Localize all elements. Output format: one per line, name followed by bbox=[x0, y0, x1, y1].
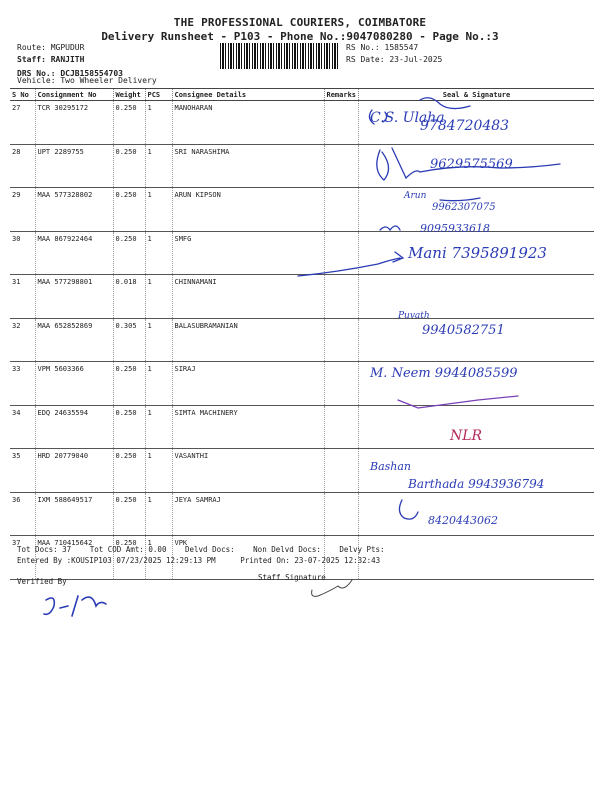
totals-line bbox=[17, 545, 399, 554]
column-header: Weight bbox=[113, 89, 145, 101]
weight-value: 0.250 bbox=[113, 231, 145, 275]
consignee-name: VPK bbox=[172, 536, 324, 580]
handwriting-r29: 9962307075 bbox=[432, 202, 496, 213]
consignee-name: JEYA SAMRAJ bbox=[172, 492, 324, 536]
pieces-count: 1 bbox=[145, 188, 172, 232]
column-header: Consignment No bbox=[35, 89, 113, 101]
weight-value: 0.250 bbox=[113, 188, 145, 232]
remarks-cell bbox=[324, 275, 359, 319]
signature-cell bbox=[359, 188, 594, 232]
pieces-count: 1 bbox=[145, 231, 172, 275]
handwriting-r36: Barthada 9943936794 bbox=[408, 477, 545, 491]
runsheet-subtitle: Delivery Runsheet - P103 - Phone No.:9047080280 - Page No.:3 bbox=[101, 30, 499, 43]
serial-number: 35 bbox=[10, 449, 35, 493]
remarks-cell bbox=[324, 492, 359, 536]
delivery-table bbox=[10, 88, 594, 580]
consignee-name: CHINNAMANI bbox=[172, 275, 324, 319]
weight-value: 0.250 bbox=[113, 144, 145, 188]
signature-cell bbox=[359, 318, 594, 362]
consignee-name: SIRAJ bbox=[172, 362, 324, 406]
handwriting-r35: NLR bbox=[450, 428, 483, 444]
serial-number: 29 bbox=[10, 188, 35, 232]
pieces-count: 1 bbox=[145, 536, 172, 580]
column-header: PCS bbox=[145, 89, 172, 101]
signature-cell bbox=[359, 405, 594, 449]
consignment-number: IXM 588649517 bbox=[35, 492, 113, 536]
delivery-points: Delvy Pts: bbox=[339, 545, 385, 554]
consignment-number: TCR 30295172 bbox=[35, 101, 113, 145]
pieces-count: 1 bbox=[145, 318, 172, 362]
pieces-count: 1 bbox=[145, 362, 172, 406]
table-row bbox=[10, 318, 594, 362]
weight-value: 0.250 bbox=[113, 536, 145, 580]
table-header-row bbox=[10, 89, 594, 101]
pieces-count: 1 bbox=[145, 275, 172, 319]
pieces-count: 1 bbox=[145, 405, 172, 449]
verified-by-label: Verified By bbox=[17, 577, 67, 586]
weight-value: 0.250 bbox=[113, 405, 145, 449]
handwriting-r27-name: C.S. Ulaha bbox=[370, 110, 445, 126]
consignment-number: MAA 577328802 bbox=[35, 188, 113, 232]
table-row bbox=[10, 362, 594, 406]
serial-number: 31 bbox=[10, 275, 35, 319]
weight-value: 0.250 bbox=[113, 362, 145, 406]
signature-cell bbox=[359, 492, 594, 536]
consignment-number: EDQ 24635594 bbox=[35, 405, 113, 449]
signature-cell bbox=[359, 362, 594, 406]
weight-value: 0.018 bbox=[113, 275, 145, 319]
table-row bbox=[10, 449, 594, 493]
handwriting-r36-name: Bashan bbox=[370, 460, 412, 473]
consignee-name: BALASUBRAMANIAN bbox=[172, 318, 324, 362]
table-row bbox=[10, 144, 594, 188]
column-header: Remarks bbox=[324, 89, 359, 101]
printed-on: Printed On: 23-07-2025 12:32:43 bbox=[240, 556, 381, 565]
signature-cell bbox=[359, 231, 594, 275]
consignment-number: UPT 2289755 bbox=[35, 144, 113, 188]
handwriting-r31: Mani 7395891923 bbox=[408, 244, 547, 262]
table-row bbox=[10, 275, 594, 319]
consignment-number: VPM 5603366 bbox=[35, 362, 113, 406]
signature-cell bbox=[359, 101, 594, 145]
consignee-name: SIMTA MACHINERY bbox=[172, 405, 324, 449]
weight-value: 0.250 bbox=[113, 101, 145, 145]
consignee-name: ARUN KIPSON bbox=[172, 188, 324, 232]
remarks-cell bbox=[324, 318, 359, 362]
table-row bbox=[10, 492, 594, 536]
entered-by: Entered By :KOUSIP103 07/23/2025 12:29:13 PM bbox=[17, 556, 216, 565]
remarks-cell bbox=[324, 362, 359, 406]
column-header: S No bbox=[10, 89, 35, 101]
handwriting-r32: 9940582751 bbox=[422, 323, 505, 338]
serial-number: 37 bbox=[10, 536, 35, 580]
drs-number: DRS No.: DCJB158554703 bbox=[17, 69, 123, 78]
staff-signature bbox=[312, 580, 352, 596]
entry-line bbox=[17, 556, 380, 565]
column-header: Consignee Details bbox=[172, 89, 324, 101]
handwriting-r28: 9629575569 bbox=[430, 157, 513, 172]
consignment-number: MAA 710415642 bbox=[35, 536, 113, 580]
handwriting-r32-name: Puvath bbox=[398, 311, 430, 321]
signature-cell bbox=[359, 536, 594, 580]
rs-date: RS Date: 23-Jul-2025 bbox=[346, 55, 443, 64]
pieces-count: 1 bbox=[145, 492, 172, 536]
handwriting-r30: 9095933618 bbox=[420, 222, 490, 235]
table-row bbox=[10, 405, 594, 449]
consignment-number: MAA 867922464 bbox=[35, 231, 113, 275]
handwriting-r29-name: Arun bbox=[404, 191, 427, 201]
verified-signature bbox=[44, 596, 106, 616]
consignee-name: MANOHARAN bbox=[172, 101, 324, 145]
remarks-cell bbox=[324, 144, 359, 188]
column-header: Seal & Signature bbox=[359, 89, 594, 101]
remarks-cell bbox=[324, 188, 359, 232]
consignment-number: HRD 20779040 bbox=[35, 449, 113, 493]
remarks-cell bbox=[324, 231, 359, 275]
weight-value: 0.250 bbox=[113, 492, 145, 536]
consignee-name: SMFG bbox=[172, 231, 324, 275]
weight-value: 0.250 bbox=[113, 449, 145, 493]
non-delivered-docs: Non Delvd Docs: bbox=[253, 545, 321, 554]
delivered-docs: Delvd Docs: bbox=[184, 545, 235, 554]
consignment-number: MAA 652852869 bbox=[35, 318, 113, 362]
runsheet-info-left bbox=[17, 42, 123, 80]
staff-signature-label: Staff Signature bbox=[258, 573, 326, 582]
vehicle-text: Vehicle: Two Wheeler Delivery bbox=[17, 76, 157, 85]
handwriting-r27: 9784720483 bbox=[420, 118, 510, 134]
table-row bbox=[10, 231, 594, 275]
company-title: THE PROFESSIONAL COURIERS, COIMBATORE bbox=[173, 16, 427, 29]
runsheet-info-right bbox=[346, 42, 442, 66]
route-text: Route: MGPUDUR bbox=[17, 43, 85, 52]
consignment-number: MAA 577298801 bbox=[35, 275, 113, 319]
table-row bbox=[10, 188, 594, 232]
pieces-count: 1 bbox=[145, 144, 172, 188]
serial-number: 34 bbox=[10, 405, 35, 449]
table-row bbox=[10, 101, 594, 145]
serial-number: 30 bbox=[10, 231, 35, 275]
pieces-count: 1 bbox=[145, 449, 172, 493]
staff-text: Staff: RANJITH bbox=[17, 55, 85, 64]
signature-cell bbox=[359, 144, 594, 188]
remarks-cell bbox=[324, 101, 359, 145]
barcode-image bbox=[220, 43, 338, 69]
rs-number: RS No.: 1585547 bbox=[346, 43, 419, 52]
consignee-name: SRI NARASHIMA bbox=[172, 144, 324, 188]
handwriting-r33: M. Neem 9944085599 bbox=[370, 366, 518, 381]
total-docs: Tot Docs: 37 bbox=[17, 545, 72, 554]
remarks-cell bbox=[324, 449, 359, 493]
signature-cell bbox=[359, 275, 594, 319]
serial-number: 28 bbox=[10, 144, 35, 188]
serial-number: 36 bbox=[10, 492, 35, 536]
serial-number: 27 bbox=[10, 101, 35, 145]
total-cod-amount: Tot COD Amt: 0.00 bbox=[89, 545, 167, 554]
signature-cell bbox=[359, 449, 594, 493]
weight-value: 0.305 bbox=[113, 318, 145, 362]
remarks-cell bbox=[324, 405, 359, 449]
serial-number: 32 bbox=[10, 318, 35, 362]
serial-number: 33 bbox=[10, 362, 35, 406]
handwriting-r37: 8420443062 bbox=[428, 514, 498, 527]
consignee-name: VASANTHI bbox=[172, 449, 324, 493]
pieces-count: 1 bbox=[145, 101, 172, 145]
